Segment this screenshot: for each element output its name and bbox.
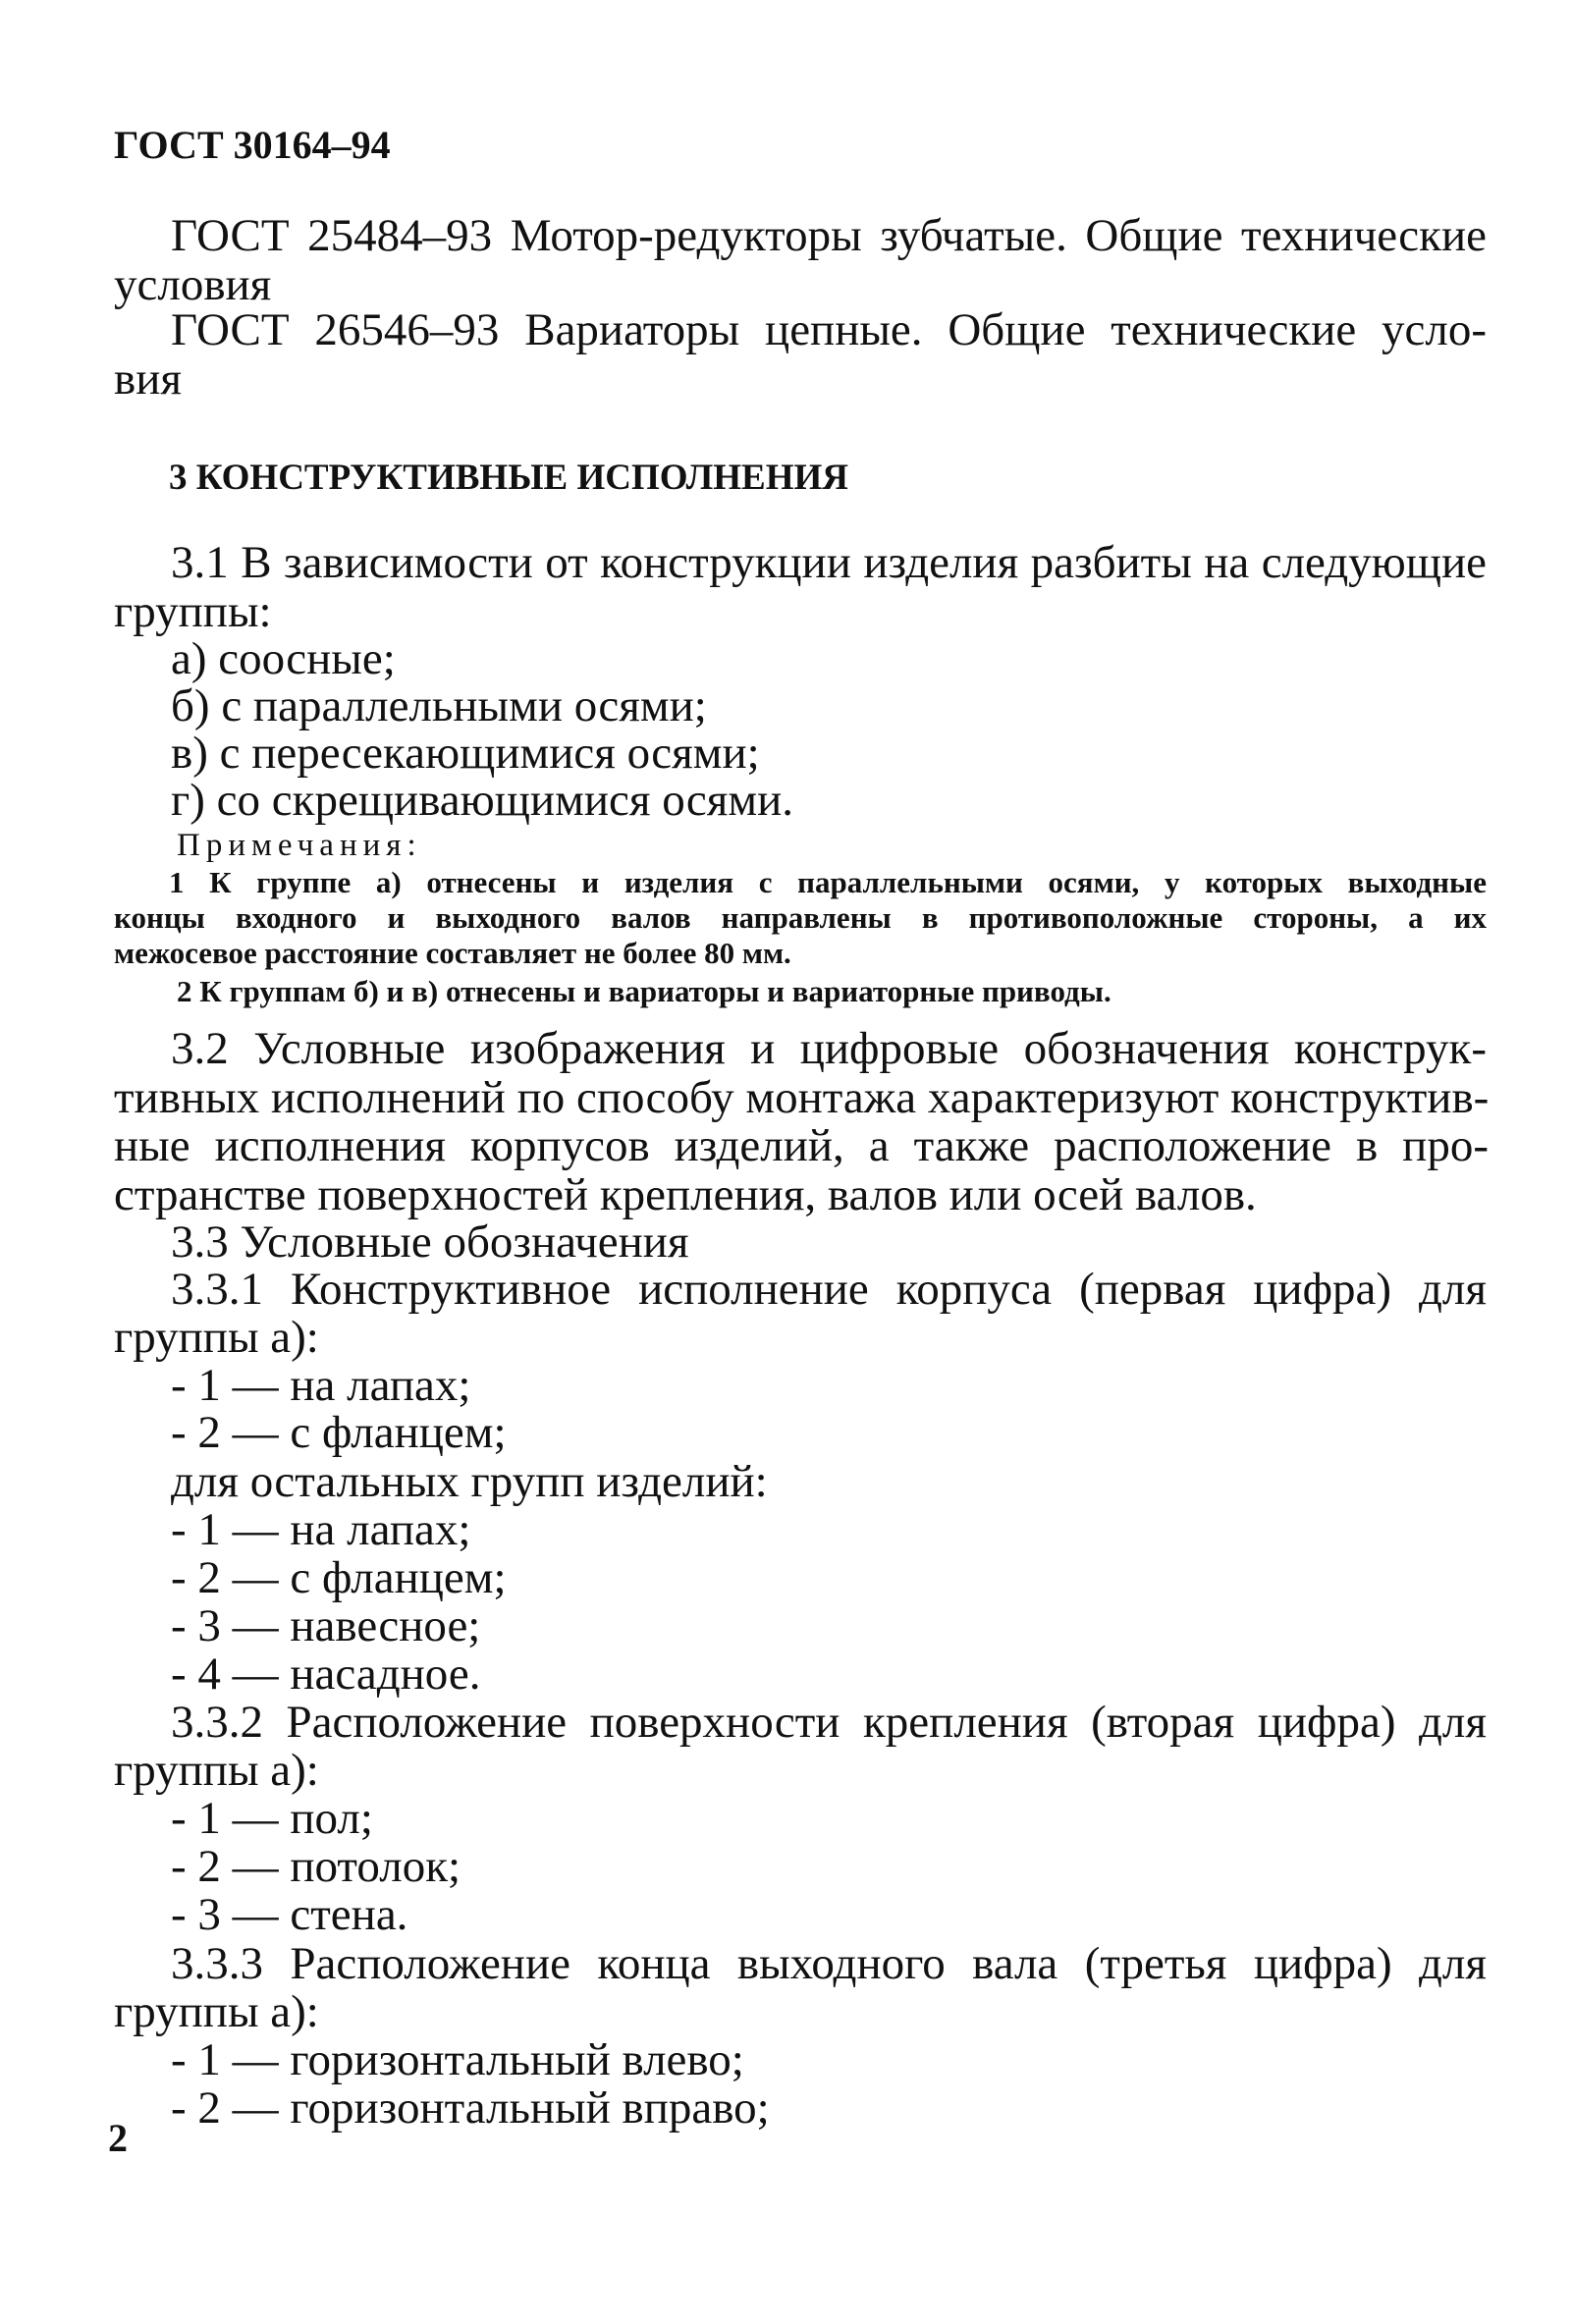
reference-line: ГОСТ 26546–93 Вариаторы цепные. Общие технические усло- xyxy=(171,304,1487,355)
page-number: 2 xyxy=(108,2116,128,2160)
paragraph-line: группы: xyxy=(114,586,272,637)
list-item: - 2 — горизонтальный вправо; xyxy=(171,2082,770,2134)
paragraph-line: 3.3 Условные обозначения xyxy=(171,1216,689,1268)
paragraph-line: 3.1 В зависимости от конструкции изделия разбиты на следующие xyxy=(171,537,1487,588)
list-item: в) с пересекающимися осями; xyxy=(171,728,760,779)
paragraph-line: для остальных групп изделий: xyxy=(171,1456,768,1507)
section-heading: 3 КОНСТРУКТИВНЫЕ ИСПОЛНЕНИЯ xyxy=(169,458,848,498)
list-item: б) с параллельными осями; xyxy=(171,680,707,731)
note-line: концы входного и выходного валов направлены в противоположные стороны, а их xyxy=(114,900,1487,935)
paragraph-line: 3.3.3 Расположение конца выходного вала (третья цифра) для xyxy=(171,1938,1487,1989)
list-item: г) со скрещивающимися осями. xyxy=(171,775,793,826)
list-item: - 1 — на лапах; xyxy=(171,1504,471,1555)
paragraph-line: группы а): xyxy=(114,1312,319,1363)
paragraph-line: группы а): xyxy=(114,1986,319,2037)
paragraph-line: 3.3.1 Конструктивное исполнение корпуса (первая цифра) для xyxy=(171,1264,1487,1315)
list-item: - 4 — насадное. xyxy=(171,1648,481,1700)
note-line: 2 К группам б) и в) отнесены и вариаторы и вариаторные приводы. xyxy=(177,974,1111,1008)
paragraph-line: странстве поверхностей крепления, валов или осей валов. xyxy=(114,1169,1257,1220)
list-item: - 1 — пол; xyxy=(171,1793,373,1844)
list-item: - 1 — на лапах; xyxy=(171,1360,471,1411)
notes-heading: Примечания: xyxy=(177,828,422,863)
note-line: межосевое расстояние составляет не более 80 мм. xyxy=(114,936,791,970)
paragraph-line: 3.2 Условные изображения и цифровые обозначения конструк- xyxy=(171,1023,1487,1074)
list-item: а) соосные; xyxy=(171,633,396,684)
document-header: ГОСТ 30164–94 xyxy=(114,123,391,167)
list-item: - 2 — потолок; xyxy=(171,1841,461,1892)
paragraph-line: 3.3.2 Расположение поверхности крепления (вторая цифра) для xyxy=(171,1697,1487,1748)
reference-line: ГОСТ 25484–93 Мотор-редукторы зубчатые. Общие технические xyxy=(171,210,1487,261)
reference-line: вия xyxy=(114,353,182,405)
list-item: - 2 — с фланцем; xyxy=(171,1407,507,1458)
paragraph-line: группы а): xyxy=(114,1745,319,1796)
paragraph-line: ные исполнения корпусов изделий, а также расположение в про- xyxy=(114,1120,1489,1171)
list-item: - 1 — горизонтальный влево; xyxy=(171,2034,744,2085)
list-item: - 2 — с фланцем; xyxy=(171,1552,507,1603)
list-item: - 3 — стена. xyxy=(171,1889,408,1940)
list-item: - 3 — навесное; xyxy=(171,1600,481,1651)
reference-line: условия xyxy=(114,259,272,310)
paragraph-line: тивных исполнений по способу монтажа характеризуют конструктив- xyxy=(114,1072,1490,1123)
note-line: 1 К группе а) отнесены и изделия с параллельными осями, у которых выходные xyxy=(169,865,1487,899)
